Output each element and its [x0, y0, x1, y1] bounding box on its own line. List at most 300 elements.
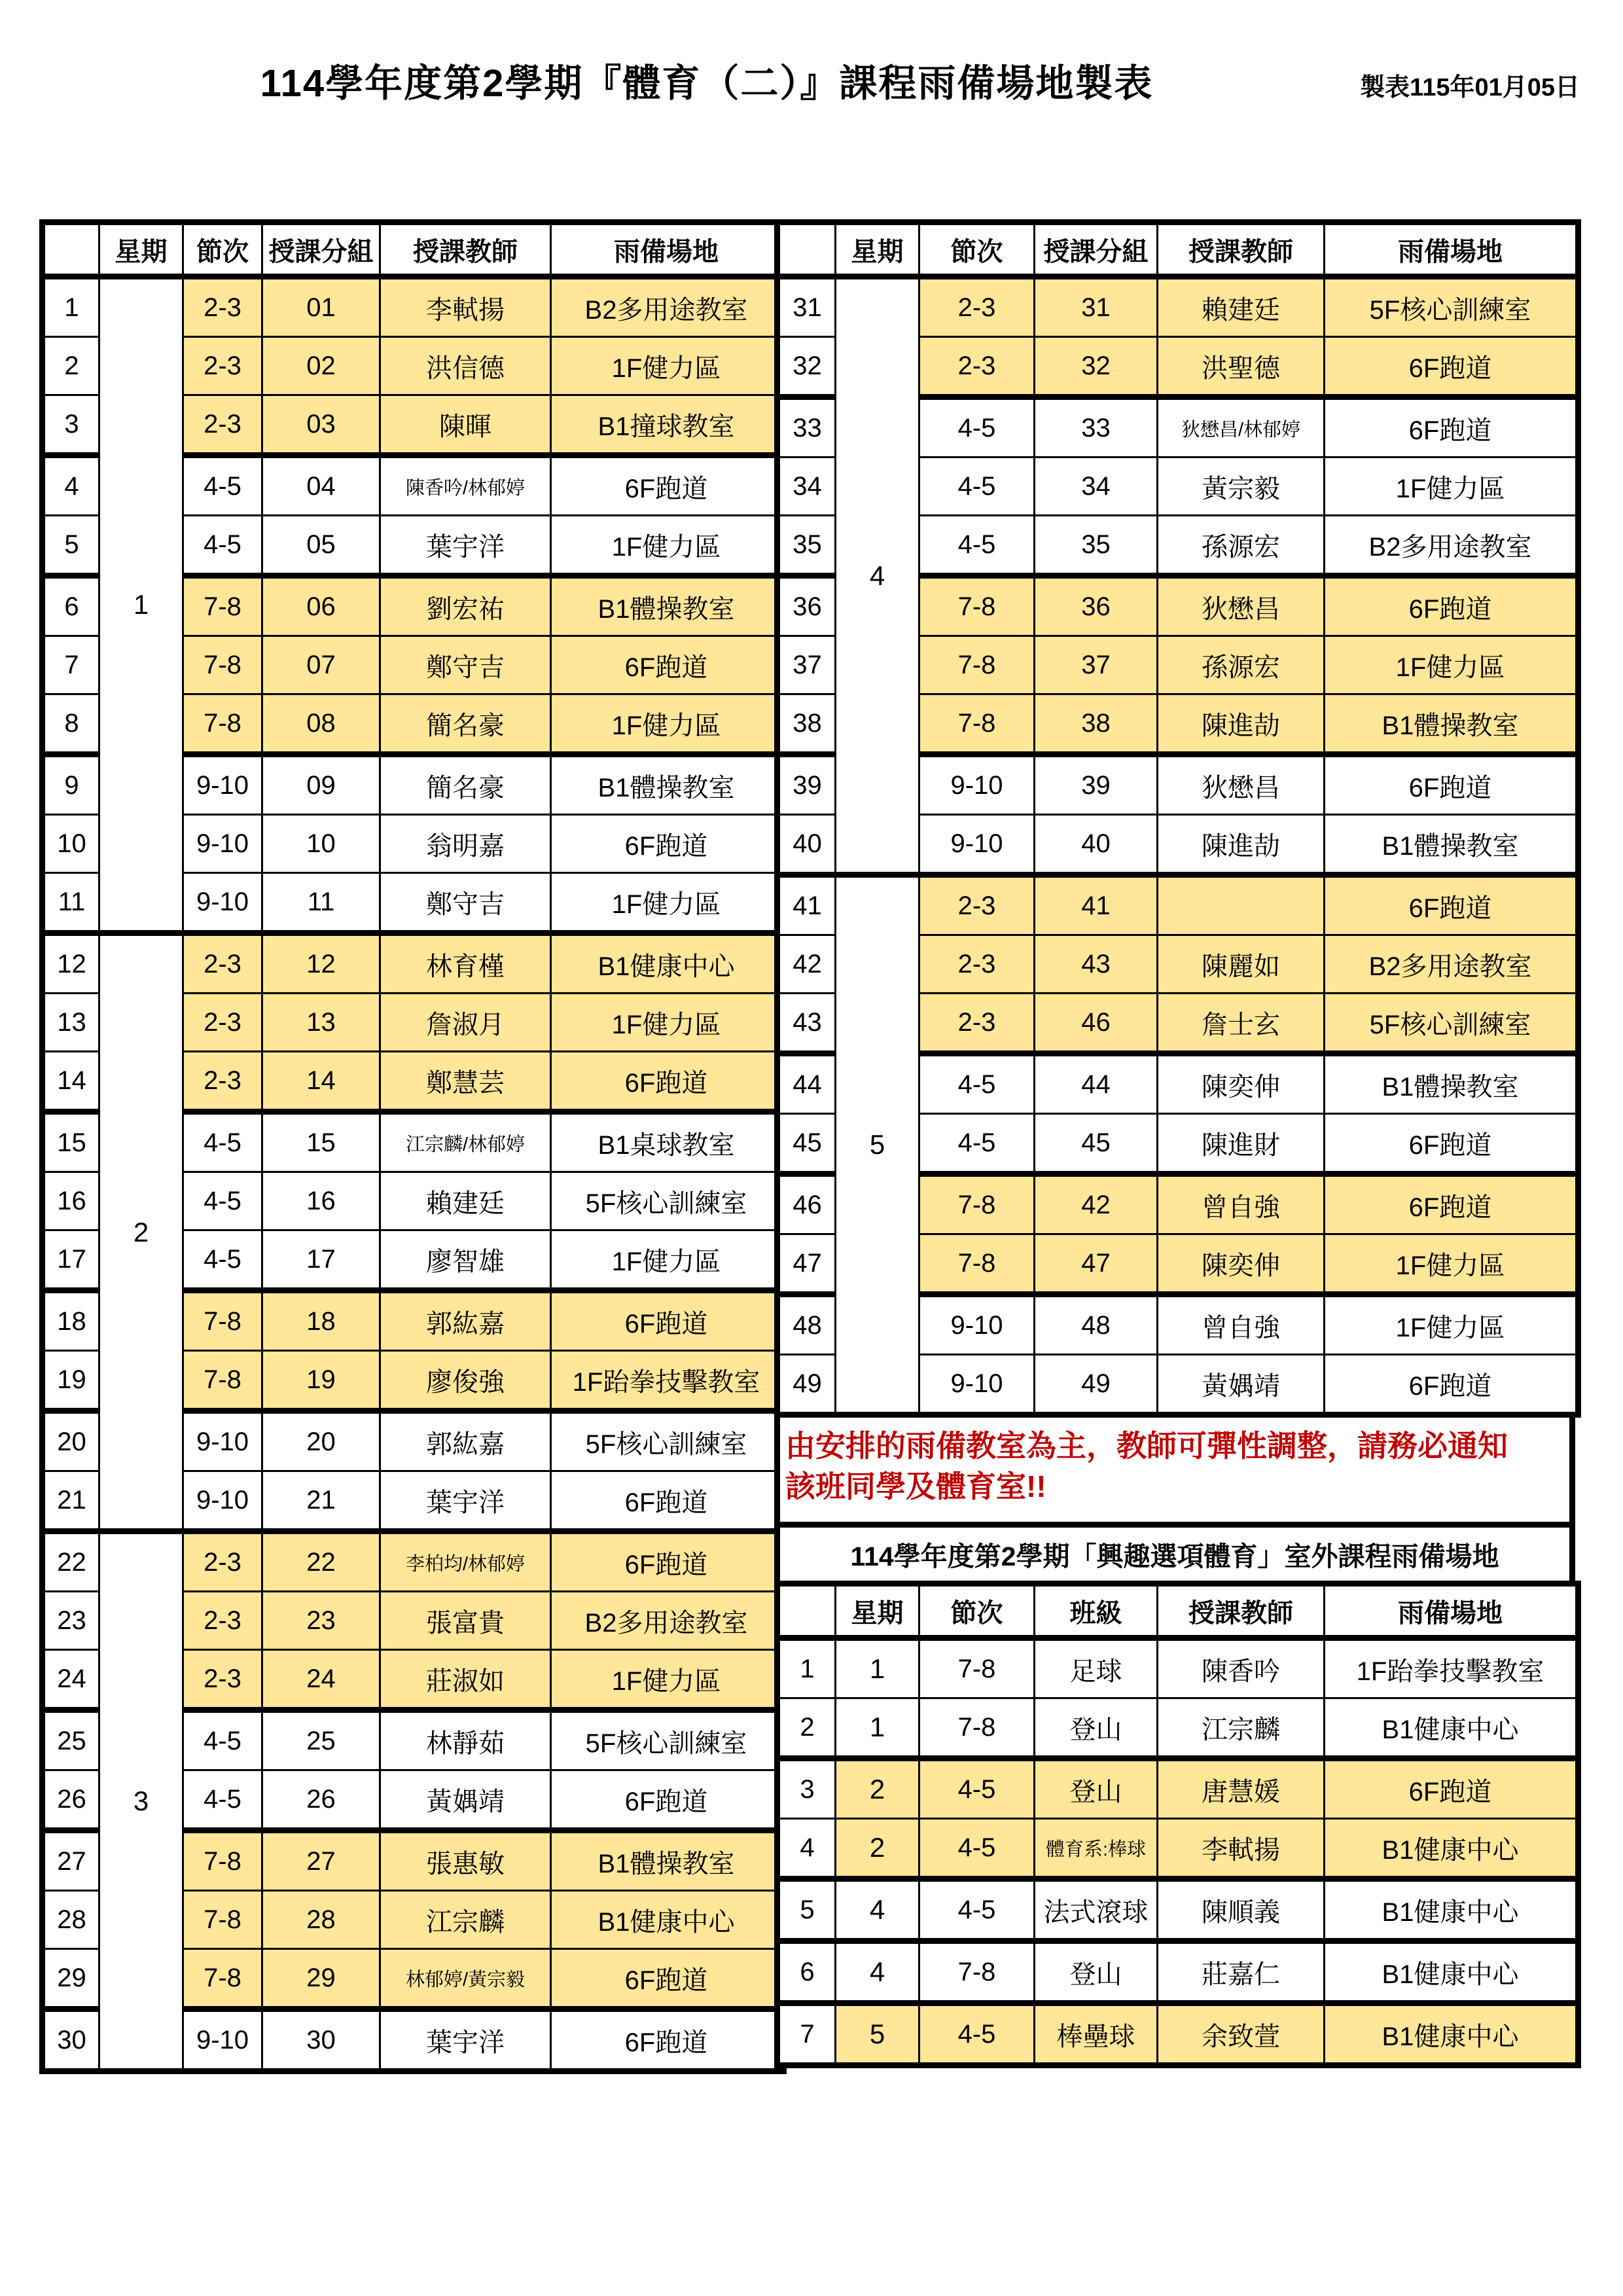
row-number-cell: 30 [43, 2009, 99, 2072]
teacher-cell: 孫源宏 [1158, 516, 1325, 576]
teacher-cell: 詹士玄 [1158, 994, 1325, 1054]
period-cell: 9-10 [919, 815, 1035, 875]
venue-cell: 6F跑道 [551, 1471, 784, 1532]
column-header: 授課教師 [1158, 1584, 1325, 1638]
venue-cell: B1健康中心 [1325, 1698, 1578, 1759]
group-cell: 41 [1035, 875, 1158, 935]
row-number-cell: 43 [777, 994, 836, 1054]
venue-cell: 1F健力區 [551, 994, 784, 1052]
venue-cell: 1F健力區 [551, 337, 784, 395]
period-cell: 4-5 [183, 516, 262, 576]
period-cell: 2-3 [183, 1052, 262, 1112]
teacher-cell: 莊嘉仁 [1158, 1941, 1325, 2003]
group-cell: 10 [262, 815, 380, 873]
teacher-cell: 陳暉 [380, 395, 551, 456]
group-cell: 11 [262, 873, 380, 933]
row-number-cell: 47 [777, 1234, 836, 1295]
period-cell: 2-3 [183, 1592, 262, 1650]
venue-cell: 1F健力區 [1325, 457, 1578, 516]
teacher-cell: 簡名豪 [380, 694, 551, 755]
venue-cell: 1F健力區 [551, 694, 784, 755]
teacher-cell: 黃媀靖 [1158, 1355, 1325, 1415]
group-cell: 09 [262, 755, 380, 815]
teacher-cell: 陳進劼 [1158, 815, 1325, 875]
period-cell: 9-10 [183, 1471, 262, 1532]
table-row [777, 2003, 1578, 2066]
venue-cell: 6F跑道 [551, 456, 784, 516]
period-cell: 2-3 [919, 337, 1035, 397]
teacher-cell: 廖俊強 [380, 1351, 551, 1411]
column-header: 授課分組 [262, 223, 380, 277]
row-number-cell: 28 [43, 1891, 99, 1949]
row-number-cell: 4 [43, 456, 99, 516]
row-number-cell: 33 [777, 397, 836, 457]
period-cell: 9-10 [919, 1355, 1035, 1415]
teacher-cell: 鄭慧芸 [380, 1052, 551, 1112]
period-cell: 4-5 [919, 1054, 1035, 1114]
venue-cell: 6F跑道 [1325, 755, 1578, 815]
day-cell: 5 [836, 875, 919, 1415]
period-cell: 2-3 [183, 1650, 262, 1710]
venue-cell: 1F健力區 [551, 516, 784, 576]
group-cell: 20 [262, 1411, 380, 1471]
row-number-cell: 18 [43, 1291, 99, 1351]
period-cell: 2-3 [919, 277, 1035, 337]
column-header: 雨備場地 [1325, 1584, 1578, 1638]
teacher-cell: 翁明嘉 [380, 815, 551, 873]
class-cell: 法式滾球 [1035, 1879, 1158, 1941]
group-cell: 39 [1035, 755, 1158, 815]
row-number-cell: 26 [43, 1770, 99, 1831]
period-cell: 7-8 [183, 1949, 262, 2009]
period-cell: 9-10 [183, 873, 262, 933]
row-number-cell: 20 [43, 1411, 99, 1471]
group-cell: 08 [262, 694, 380, 755]
venue-cell: 5F核心訓練室 [1325, 277, 1578, 337]
table-row [777, 1819, 1578, 1879]
teacher-cell: 陳奕伸 [1158, 1234, 1325, 1295]
venue-cell: 6F跑道 [551, 1291, 784, 1351]
day-cell: 4 [836, 277, 919, 875]
table-row [777, 1698, 1578, 1759]
row-number-cell: 23 [43, 1592, 99, 1650]
period-cell: 7-8 [919, 1174, 1035, 1234]
teacher-cell: 簡名豪 [380, 755, 551, 815]
table-row [777, 1638, 1578, 1698]
venue-cell: 6F跑道 [1325, 337, 1578, 397]
table-row [43, 1532, 784, 1592]
period-cell: 7-8 [183, 694, 262, 755]
table-row [43, 933, 784, 994]
venue-cell: 1F跆拳技擊教室 [551, 1351, 784, 1411]
group-cell: 17 [262, 1230, 380, 1291]
group-cell: 13 [262, 994, 380, 1052]
period-cell: 7-8 [183, 576, 262, 636]
section2-title: 114學年度第2學期「興趣選項體育」室外課程雨備場地 [774, 1528, 1575, 1587]
venue-cell: B2多用途教室 [1325, 935, 1578, 994]
row-number-cell: 29 [43, 1949, 99, 2009]
row-number-cell: 14 [43, 1052, 99, 1112]
venue-cell: B1體操教室 [1325, 1054, 1578, 1114]
group-cell: 44 [1035, 1054, 1158, 1114]
group-cell: 01 [262, 277, 380, 337]
period-cell: 7-8 [919, 1234, 1035, 1295]
period-cell: 7-8 [919, 1941, 1035, 2003]
venue-cell: 6F跑道 [1325, 875, 1578, 935]
teacher-cell: 陳香吟 [1158, 1638, 1325, 1698]
period-cell: 4-5 [919, 1879, 1035, 1941]
teacher-cell: 孫源宏 [1158, 636, 1325, 694]
venue-cell: B1體操教室 [551, 576, 784, 636]
group-cell: 22 [262, 1532, 380, 1592]
row-number-cell: 45 [777, 1114, 836, 1174]
venue-cell: 6F跑道 [551, 815, 784, 873]
period-cell: 4-5 [183, 1770, 262, 1831]
venue-cell: 6F跑道 [551, 1052, 784, 1112]
table-row [777, 1759, 1578, 1819]
day-cell: 2 [836, 1759, 919, 1819]
teacher-cell: 狄懋昌 [1158, 576, 1325, 636]
venue-cell: B2多用途教室 [1325, 516, 1578, 576]
teacher-cell: 江宗麟 [1158, 1698, 1325, 1759]
row-number-cell: 7 [43, 636, 99, 694]
group-cell: 42 [1035, 1174, 1158, 1234]
teacher-cell: 林育槿 [380, 933, 551, 994]
teacher-cell: 狄懋昌 [1158, 755, 1325, 815]
venue-cell: 6F跑道 [1325, 397, 1578, 457]
group-cell: 28 [262, 1891, 380, 1949]
note-box [774, 1418, 1575, 1528]
venue-cell: 1F健力區 [1325, 1234, 1578, 1295]
teacher-cell: 林靜茹 [380, 1710, 551, 1770]
day-cell: 1 [99, 277, 183, 933]
teacher-cell: 洪信德 [380, 337, 551, 395]
venue-cell: B1體操教室 [1325, 815, 1578, 875]
venue-cell: B1桌球教室 [551, 1112, 784, 1172]
group-cell: 31 [1035, 277, 1158, 337]
period-cell: 4-5 [183, 456, 262, 516]
column-header: 授課分組 [1035, 223, 1158, 277]
group-cell: 04 [262, 456, 380, 516]
group-cell: 36 [1035, 576, 1158, 636]
column-header: 授課教師 [1158, 223, 1325, 277]
outdoor-schedule-table [774, 1581, 1581, 2068]
teacher-cell: 陳順義 [1158, 1879, 1325, 1941]
row-number-cell: 10 [43, 815, 99, 873]
row-number-cell: 6 [777, 1941, 836, 2003]
day-cell: 2 [99, 933, 183, 1532]
page-title: 114學年度第2學期『體育（二）』課程雨備場地製表 [260, 62, 1154, 105]
group-cell: 05 [262, 516, 380, 576]
row-number-cell: 34 [777, 457, 836, 516]
period-cell: 7-8 [183, 1891, 262, 1949]
teacher-cell: 黃媀靖 [380, 1770, 551, 1831]
row-number-cell: 44 [777, 1054, 836, 1114]
teacher-cell: 張惠敏 [380, 1831, 551, 1891]
group-cell: 35 [1035, 516, 1158, 576]
period-cell: 2-3 [183, 277, 262, 337]
teacher-cell: 江宗麟/林郁婷 [380, 1112, 551, 1172]
teacher-cell: 洪聖德 [1158, 337, 1325, 397]
venue-cell: B1體操教室 [551, 755, 784, 815]
period-cell: 2-3 [183, 337, 262, 395]
venue-cell: B1體操教室 [551, 1831, 784, 1891]
row-number-cell: 11 [43, 873, 99, 933]
venue-cell: 1F健力區 [551, 873, 784, 933]
note-line-2: 該班同學及體育室!! [785, 1469, 1046, 1504]
teacher-cell: 林郁婷/黃宗毅 [380, 1949, 551, 2009]
period-cell: 9-10 [919, 755, 1035, 815]
venue-cell: B1健康中心 [1325, 2003, 1578, 2066]
teacher-cell: 莊淑如 [380, 1650, 551, 1710]
row-number-cell: 21 [43, 1471, 99, 1532]
teacher-cell: 廖智雄 [380, 1230, 551, 1291]
venue-cell: B1健康中心 [1325, 1941, 1578, 2003]
column-header: 星期 [836, 223, 919, 277]
row-number-cell: 39 [777, 755, 836, 815]
row-number-cell: 27 [43, 1831, 99, 1891]
group-cell: 06 [262, 576, 380, 636]
teacher-cell: 黃宗毅 [1158, 457, 1325, 516]
group-cell: 43 [1035, 935, 1158, 994]
teacher-cell: 李柏均/林郁婷 [380, 1532, 551, 1592]
row-number-cell: 22 [43, 1532, 99, 1592]
teacher-cell: 鄭守吉 [380, 873, 551, 933]
column-header: 星期 [99, 223, 183, 277]
header-row [43, 223, 784, 277]
venue-cell: 6F跑道 [1325, 1759, 1578, 1819]
column-header: 星期 [836, 1584, 919, 1638]
period-cell: 2-3 [919, 935, 1035, 994]
venue-cell: 5F核心訓練室 [551, 1411, 784, 1471]
period-cell: 7-8 [919, 1638, 1035, 1698]
row-number-cell: 3 [43, 395, 99, 456]
group-cell: 19 [262, 1351, 380, 1411]
column-header: 雨備場地 [1325, 223, 1578, 277]
venue-cell: 6F跑道 [1325, 1355, 1578, 1415]
period-cell: 4-5 [919, 457, 1035, 516]
period-cell: 2-3 [183, 1532, 262, 1592]
group-cell: 02 [262, 337, 380, 395]
group-cell: 47 [1035, 1234, 1158, 1295]
period-cell: 4-5 [919, 2003, 1035, 2066]
table-row [777, 1879, 1578, 1941]
period-cell: 4-5 [919, 1819, 1035, 1879]
row-number-cell: 25 [43, 1710, 99, 1770]
group-cell: 07 [262, 636, 380, 694]
row-number-cell: 2 [777, 1698, 836, 1759]
period-cell: 7-8 [919, 694, 1035, 755]
group-cell: 24 [262, 1650, 380, 1710]
group-cell: 18 [262, 1291, 380, 1351]
group-cell: 21 [262, 1471, 380, 1532]
teacher-cell: 陳香吟/林郁婷 [380, 456, 551, 516]
group-cell: 34 [1035, 457, 1158, 516]
row-number-cell: 41 [777, 875, 836, 935]
teacher-cell: 曾自強 [1158, 1295, 1325, 1355]
day-cell: 3 [99, 1532, 183, 2072]
teacher-cell: 葉宇洋 [380, 2009, 551, 2072]
teacher-cell: 余致萱 [1158, 2003, 1325, 2066]
period-cell: 7-8 [183, 1831, 262, 1891]
period-cell: 2-3 [183, 395, 262, 456]
teacher-cell: 郭紘嘉 [380, 1291, 551, 1351]
row-number-cell: 24 [43, 1650, 99, 1710]
period-cell: 9-10 [183, 815, 262, 873]
teacher-cell [1158, 875, 1325, 935]
group-cell: 45 [1035, 1114, 1158, 1174]
row-number-cell: 36 [777, 576, 836, 636]
venue-cell: B1健康中心 [551, 1891, 784, 1949]
venue-cell: B2多用途教室 [551, 277, 784, 337]
venue-cell: 5F核心訓練室 [1325, 994, 1578, 1054]
venue-cell: 6F跑道 [551, 2009, 784, 2072]
group-cell: 14 [262, 1052, 380, 1112]
teacher-cell: 陳奕伸 [1158, 1054, 1325, 1114]
table-row [43, 277, 784, 337]
row-number-cell: 32 [777, 337, 836, 397]
class-cell: 登山 [1035, 1941, 1158, 2003]
group-cell: 48 [1035, 1295, 1158, 1355]
column-header: 班級 [1035, 1584, 1158, 1638]
period-cell: 7-8 [183, 1351, 262, 1411]
period-cell: 2-3 [919, 994, 1035, 1054]
period-cell: 9-10 [183, 755, 262, 815]
group-cell: 27 [262, 1831, 380, 1891]
period-cell: 4-5 [919, 1114, 1035, 1174]
row-number-cell: 7 [777, 2003, 836, 2066]
period-cell: 7-8 [183, 636, 262, 694]
row-number-cell: 46 [777, 1174, 836, 1234]
venue-cell: 1F跆拳技擊教室 [1325, 1638, 1578, 1698]
row-number-cell: 13 [43, 994, 99, 1052]
class-cell: 棒壘球 [1035, 2003, 1158, 2066]
row-number-cell: 38 [777, 694, 836, 755]
group-cell: 37 [1035, 636, 1158, 694]
group-cell: 26 [262, 1770, 380, 1831]
right-schedule-table [774, 219, 1581, 1418]
group-cell: 25 [262, 1710, 380, 1770]
period-cell: 2-3 [183, 994, 262, 1052]
period-cell: 4-5 [919, 397, 1035, 457]
period-cell: 9-10 [183, 1411, 262, 1471]
row-number-cell: 5 [43, 516, 99, 576]
day-cell: 1 [836, 1638, 919, 1698]
row-number-cell: 9 [43, 755, 99, 815]
column-header: 授課教師 [380, 223, 551, 277]
left-schedule-table [39, 219, 787, 2074]
corner-cell [43, 223, 99, 277]
column-header: 節次 [183, 223, 262, 277]
venue-cell: 6F跑道 [1325, 576, 1578, 636]
period-cell: 4-5 [183, 1230, 262, 1291]
teacher-cell: 陳進財 [1158, 1114, 1325, 1174]
venue-cell: 6F跑道 [551, 1532, 784, 1592]
row-number-cell: 3 [777, 1759, 836, 1819]
period-cell: 4-5 [183, 1112, 262, 1172]
group-cell: 23 [262, 1592, 380, 1650]
period-cell: 7-8 [919, 576, 1035, 636]
venue-cell: 1F健力區 [1325, 1295, 1578, 1355]
period-cell: 4-5 [183, 1172, 262, 1230]
right-column [774, 219, 1586, 2068]
teacher-cell: 唐慧媛 [1158, 1759, 1325, 1819]
teacher-cell: 鄭守吉 [380, 636, 551, 694]
row-number-cell: 5 [777, 1879, 836, 1941]
table-row [777, 277, 1578, 337]
venue-cell: 6F跑道 [1325, 1114, 1578, 1174]
group-cell: 16 [262, 1172, 380, 1230]
teacher-cell: 詹淑月 [380, 994, 551, 1052]
group-cell: 12 [262, 933, 380, 994]
teacher-cell: 狄懋昌/林郁婷 [1158, 397, 1325, 457]
class-cell: 登山 [1035, 1759, 1158, 1819]
day-cell: 2 [836, 1819, 919, 1879]
venue-cell: 5F核心訓練室 [551, 1710, 784, 1770]
venue-cell: 1F健力區 [551, 1650, 784, 1710]
period-cell: 4-5 [919, 516, 1035, 576]
period-cell: 4-5 [183, 1710, 262, 1770]
venue-cell: 6F跑道 [551, 636, 784, 694]
row-number-cell: 2 [43, 337, 99, 395]
venue-cell: B1體操教室 [1325, 694, 1578, 755]
venue-cell: B2多用途教室 [551, 1592, 784, 1650]
period-cell: 7-8 [183, 1291, 262, 1351]
row-number-cell: 37 [777, 636, 836, 694]
column-header: 節次 [919, 223, 1035, 277]
period-cell: 7-8 [919, 1698, 1035, 1759]
header-row [777, 1584, 1578, 1638]
row-number-cell: 19 [43, 1351, 99, 1411]
table-row [777, 1941, 1578, 2003]
row-number-cell: 6 [43, 576, 99, 636]
row-number-cell: 15 [43, 1112, 99, 1172]
row-number-cell: 31 [777, 277, 836, 337]
period-cell: 4-5 [919, 1759, 1035, 1819]
venue-cell: B1健康中心 [1325, 1879, 1578, 1941]
row-number-cell: 48 [777, 1295, 836, 1355]
row-number-cell: 35 [777, 516, 836, 576]
group-cell: 15 [262, 1112, 380, 1172]
teacher-cell: 江宗麟 [380, 1891, 551, 1949]
period-cell: 9-10 [183, 2009, 262, 2072]
teacher-cell: 李軾揚 [380, 277, 551, 337]
row-number-cell: 42 [777, 935, 836, 994]
class-cell: 體育系:棒球 [1035, 1819, 1158, 1879]
venue-cell: 6F跑道 [551, 1770, 784, 1831]
venue-cell: 1F健力區 [551, 1230, 784, 1291]
table-row [777, 875, 1578, 935]
teacher-cell: 郭紘嘉 [380, 1411, 551, 1471]
period-cell: 2-3 [919, 875, 1035, 935]
row-number-cell: 8 [43, 694, 99, 755]
corner-cell [777, 1584, 836, 1638]
venue-cell: B1撞球教室 [551, 395, 784, 456]
date-label: 製表115年01月05日 [1360, 74, 1580, 101]
row-number-cell: 12 [43, 933, 99, 994]
class-cell: 足球 [1035, 1638, 1158, 1698]
group-cell: 49 [1035, 1355, 1158, 1415]
note-line-1: 由安排的雨備教室為主，教師可彈性調整，請務必通知 [785, 1429, 1508, 1463]
row-number-cell: 49 [777, 1355, 836, 1415]
day-cell: 4 [836, 1941, 919, 2003]
teacher-cell: 賴建廷 [1158, 277, 1325, 337]
row-number-cell: 40 [777, 815, 836, 875]
row-number-cell: 1 [43, 277, 99, 337]
teacher-cell: 葉宇洋 [380, 516, 551, 576]
row-number-cell: 4 [777, 1819, 836, 1879]
teacher-cell: 曾自強 [1158, 1174, 1325, 1234]
